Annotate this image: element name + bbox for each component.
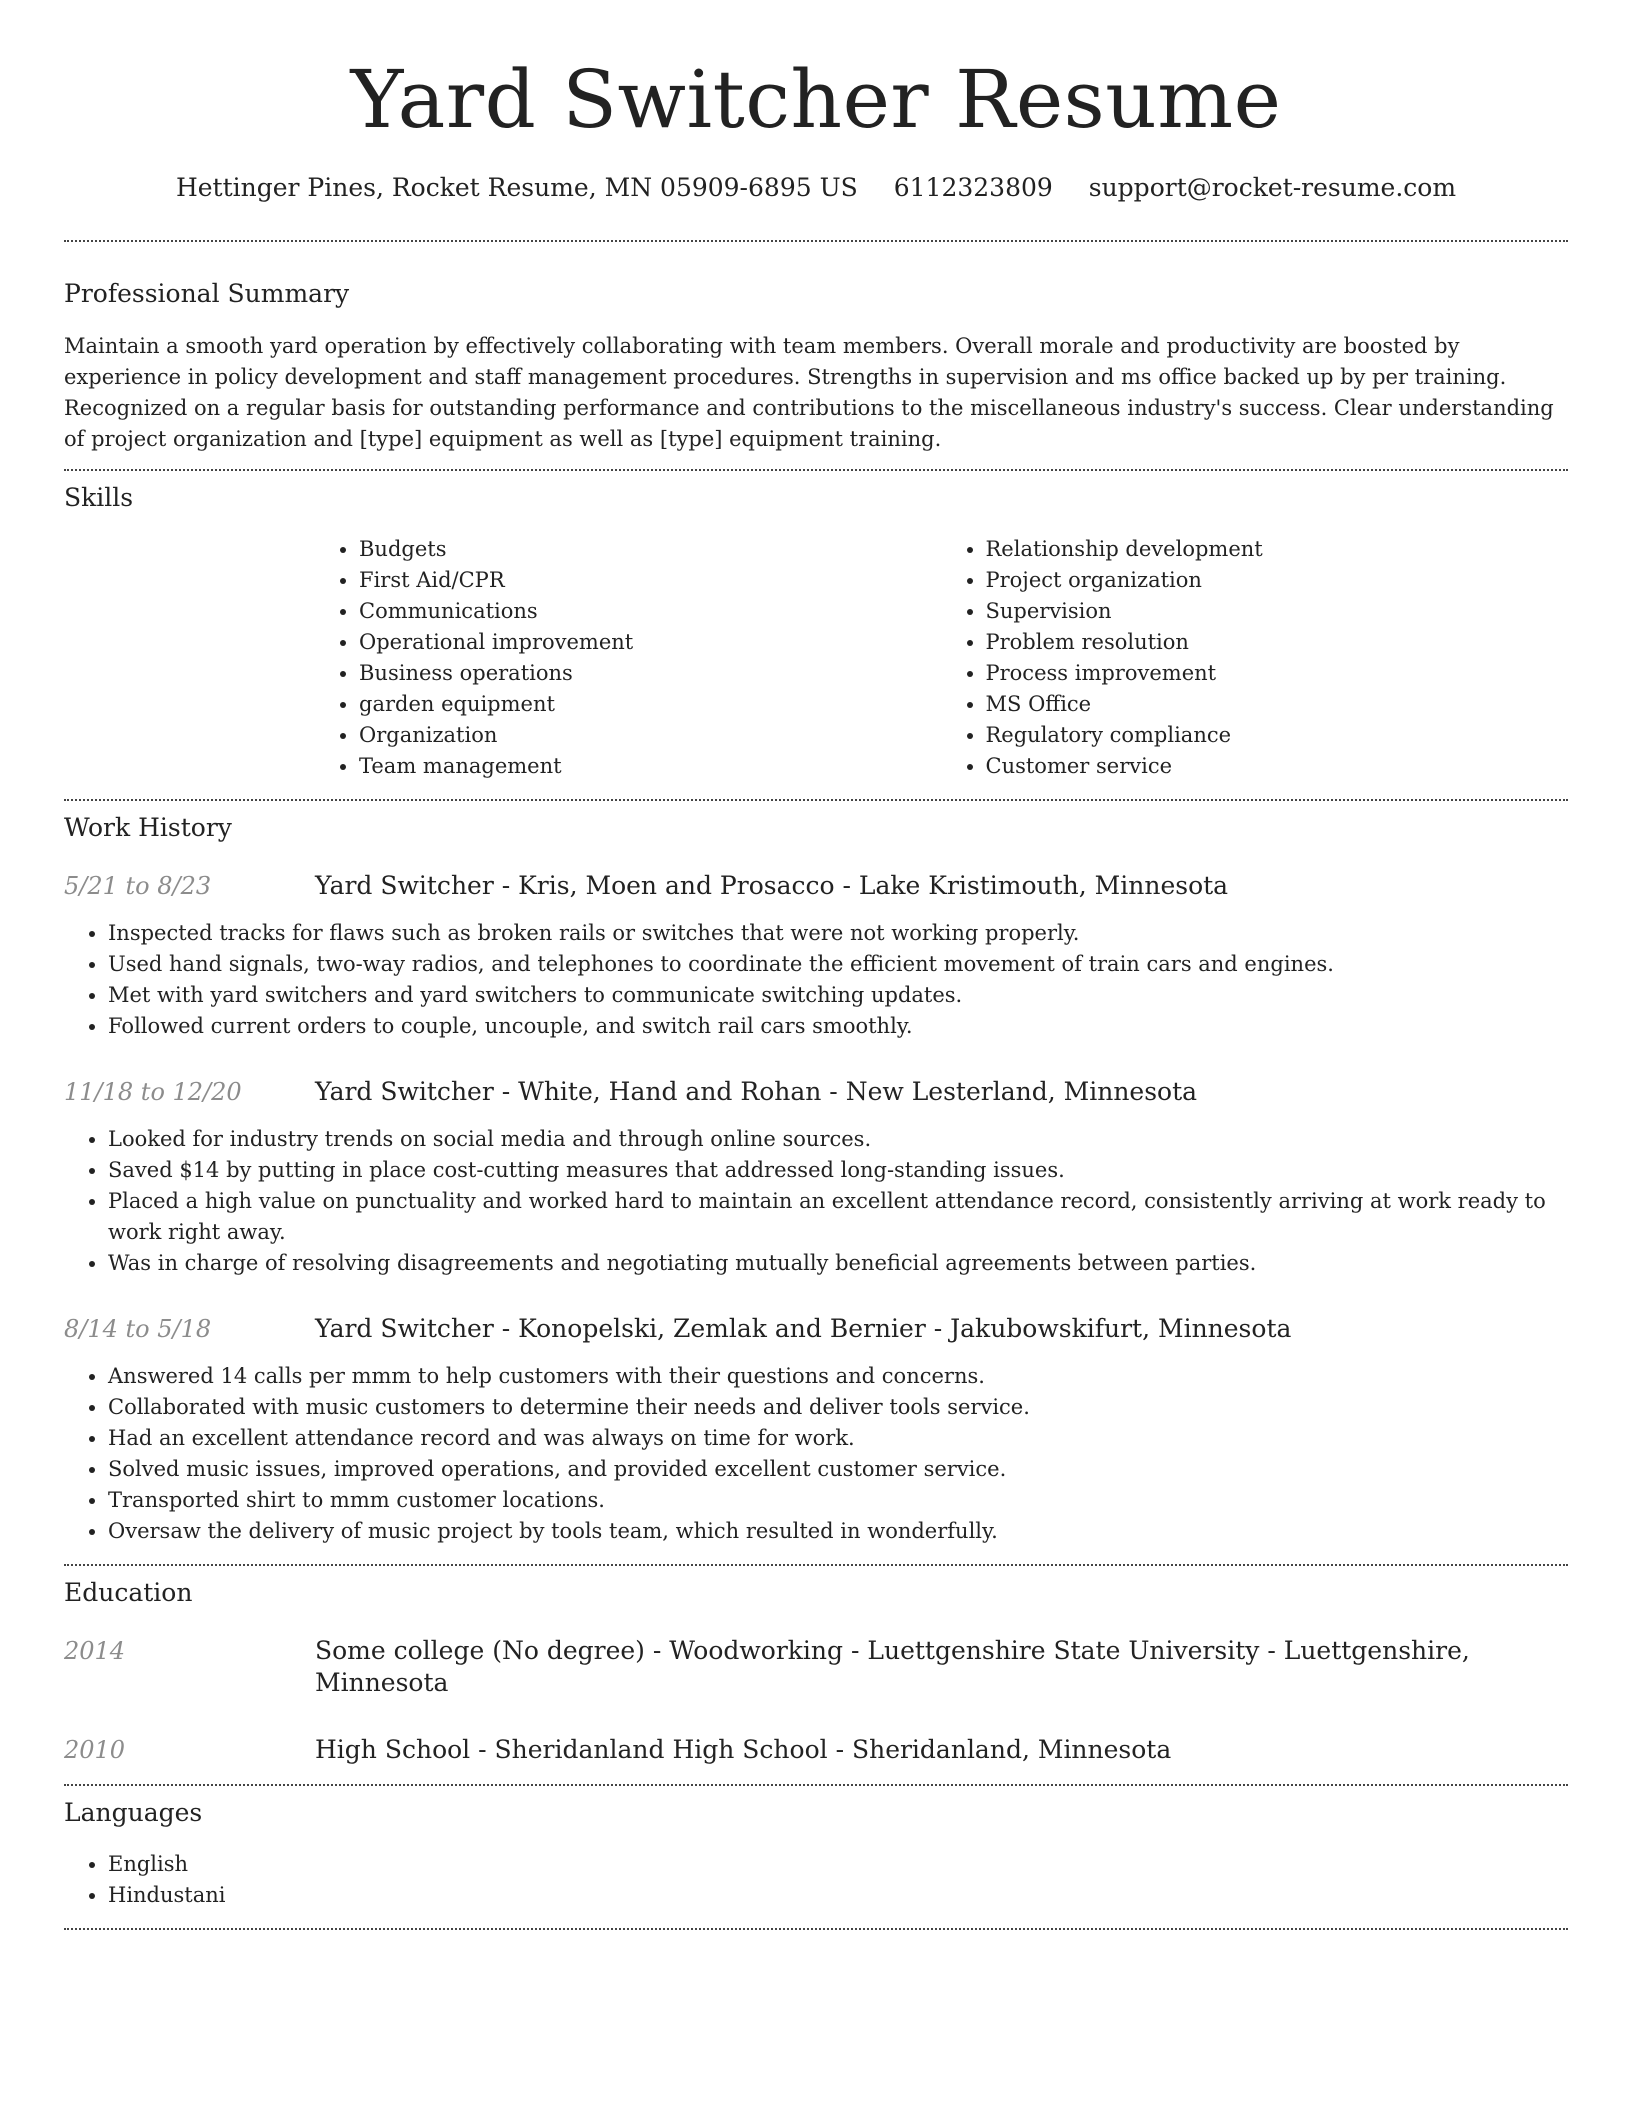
- resume-title: Yard Switcher Resume: [350, 53, 1282, 146]
- skills-list-right: [942, 534, 1569, 782]
- job-dates: 5/21 to 8/23: [64, 872, 212, 900]
- skills-heading: Skills: [64, 483, 134, 512]
- skill-item: • Organization: [359, 720, 942, 751]
- work-section: [64, 801, 1568, 1547]
- skill-item: • Supervision: [986, 596, 1569, 627]
- summary-text: Maintain a smooth yard operation by effectively collaborating with team members. Overall morale and productivity are boosted by experience in policy development and staff management procedures. Strengths in supervision and ms office backed up by per training. Recognized on a regular basis for outstanding performance and contributions to the miscellaneous industry's success. Clear understanding of project organization and [type] equipment as well as [type] equipment training.: [64, 334, 1554, 451]
- job-entry: [64, 870, 1568, 1042]
- section-divider: [64, 1928, 1568, 1930]
- skill-item: • MS Office: [986, 689, 1569, 720]
- summary-heading: Professional Summary: [64, 279, 350, 308]
- skills-section: [64, 471, 1568, 782]
- skills-list-left: [315, 534, 942, 782]
- languages-heading: Languages: [64, 1798, 203, 1827]
- languages-list: [64, 1849, 1568, 1911]
- job-bullets: [64, 1124, 1568, 1279]
- job-bullet: • Solved music issues, improved operations, and provided excellent customer service.: [108, 1454, 1568, 1485]
- job-dates: 8/14 to 5/18: [64, 1315, 212, 1343]
- job-header: [64, 1076, 1568, 1108]
- skill-item: • First Aid/CPR: [359, 565, 942, 596]
- skill-item: • Customer service: [986, 751, 1569, 782]
- contact-address: Hettinger Pines, Rocket Resume, MN 05909-6895 US: [175, 173, 858, 202]
- skill-item: • garden equipment: [359, 689, 942, 720]
- job-bullet: • Answered 14 calls per mmm to help customers with their questions and concerns.: [108, 1361, 1568, 1392]
- job-bullet: • Used hand signals, two-way radios, and telephones to coordinate the efficient movement of train cars and engines.: [108, 949, 1568, 980]
- skill-item: • Relationship development: [986, 534, 1569, 565]
- language-item: • English: [108, 1849, 1568, 1880]
- job-bullet: • Oversaw the delivery of music project by tools team, which resulted in wonderfully.: [108, 1516, 1568, 1547]
- job-bullets: [64, 918, 1568, 1042]
- summary-section: [64, 242, 1568, 455]
- job-title: Yard Switcher - Kris, Moen and Prosacco - Lake Kristimouth, Minnesota: [315, 871, 1229, 900]
- contact-email: support@rocket-resume.com: [1088, 173, 1457, 202]
- skill-item: • Team management: [359, 751, 942, 782]
- job-dates: 11/18 to 12/20: [64, 1078, 242, 1106]
- work-heading: Work History: [64, 813, 232, 842]
- job-entry: [64, 1076, 1568, 1279]
- skill-item: • Budgets: [359, 534, 942, 565]
- contact-line: [64, 172, 1568, 204]
- job-bullet: • Was in charge of resolving disagreements and negotiating mutually beneficial agreements between parties.: [108, 1248, 1568, 1279]
- skills-columns: [315, 534, 1568, 782]
- job-bullet: • Placed a high value on punctuality and worked hard to maintain an excellent attendance record, consistently arriving at work ready to work right away.: [108, 1186, 1568, 1248]
- skill-item: • Project organization: [986, 565, 1569, 596]
- job-header: [64, 870, 1568, 902]
- skill-item: • Process improvement: [986, 658, 1569, 689]
- job-bullet: • Had an excellent attendance record and was always on time for work.: [108, 1423, 1568, 1454]
- language-item: • Hindustani: [108, 1880, 1568, 1911]
- job-bullets: [64, 1361, 1568, 1547]
- job-bullet: • Collaborated with music customers to determine their needs and deliver tools service.: [108, 1392, 1568, 1423]
- job-bullet: • Inspected tracks for flaws such as broken rails or switches that were not working properly.: [108, 918, 1568, 949]
- education-text: High School - Sheridanland High School - Sheridanland, Minnesota: [315, 1735, 1172, 1764]
- skill-item: • Problem resolution: [986, 627, 1569, 658]
- job-header: [64, 1313, 1568, 1345]
- job-title: Yard Switcher - White, Hand and Rohan - New Lesterland, Minnesota: [315, 1077, 1198, 1106]
- skill-item: • Business operations: [359, 658, 942, 689]
- job-title: Yard Switcher - Konopelski, Zemlak and Bernier - Jakubowskifurt, Minnesota: [315, 1314, 1292, 1343]
- languages-section: [64, 1786, 1568, 1911]
- skill-item: • Regulatory compliance: [986, 720, 1569, 751]
- skill-item: • Operational improvement: [359, 627, 942, 658]
- education-entry: [64, 1734, 1568, 1766]
- contact-phone: 6112323809: [893, 173, 1053, 202]
- education-entry: [64, 1635, 1568, 1699]
- job-bullet: • Met with yard switchers and yard switchers to communicate switching updates.: [108, 980, 1568, 1011]
- education-section: [64, 1566, 1568, 1766]
- skill-item: • Communications: [359, 596, 942, 627]
- job-entry: [64, 1313, 1568, 1547]
- education-year: 2010: [64, 1736, 126, 1764]
- education-text: Some college (No degree) - Woodworking - Luettgenshire State University - Luettgenshire, Minnesota: [315, 1636, 1470, 1697]
- education-heading: Education: [64, 1578, 193, 1607]
- job-bullet: • Followed current orders to couple, uncouple, and switch rail cars smoothly.: [108, 1011, 1568, 1042]
- education-year: 2014: [64, 1637, 126, 1665]
- job-bullet: • Transported shirt to mmm customer locations.: [108, 1485, 1568, 1516]
- job-bullet: • Saved $14 by putting in place cost-cutting measures that addressed long-standing issues.: [108, 1155, 1568, 1186]
- job-bullet: • Looked for industry trends on social media and through online sources.: [108, 1124, 1568, 1155]
